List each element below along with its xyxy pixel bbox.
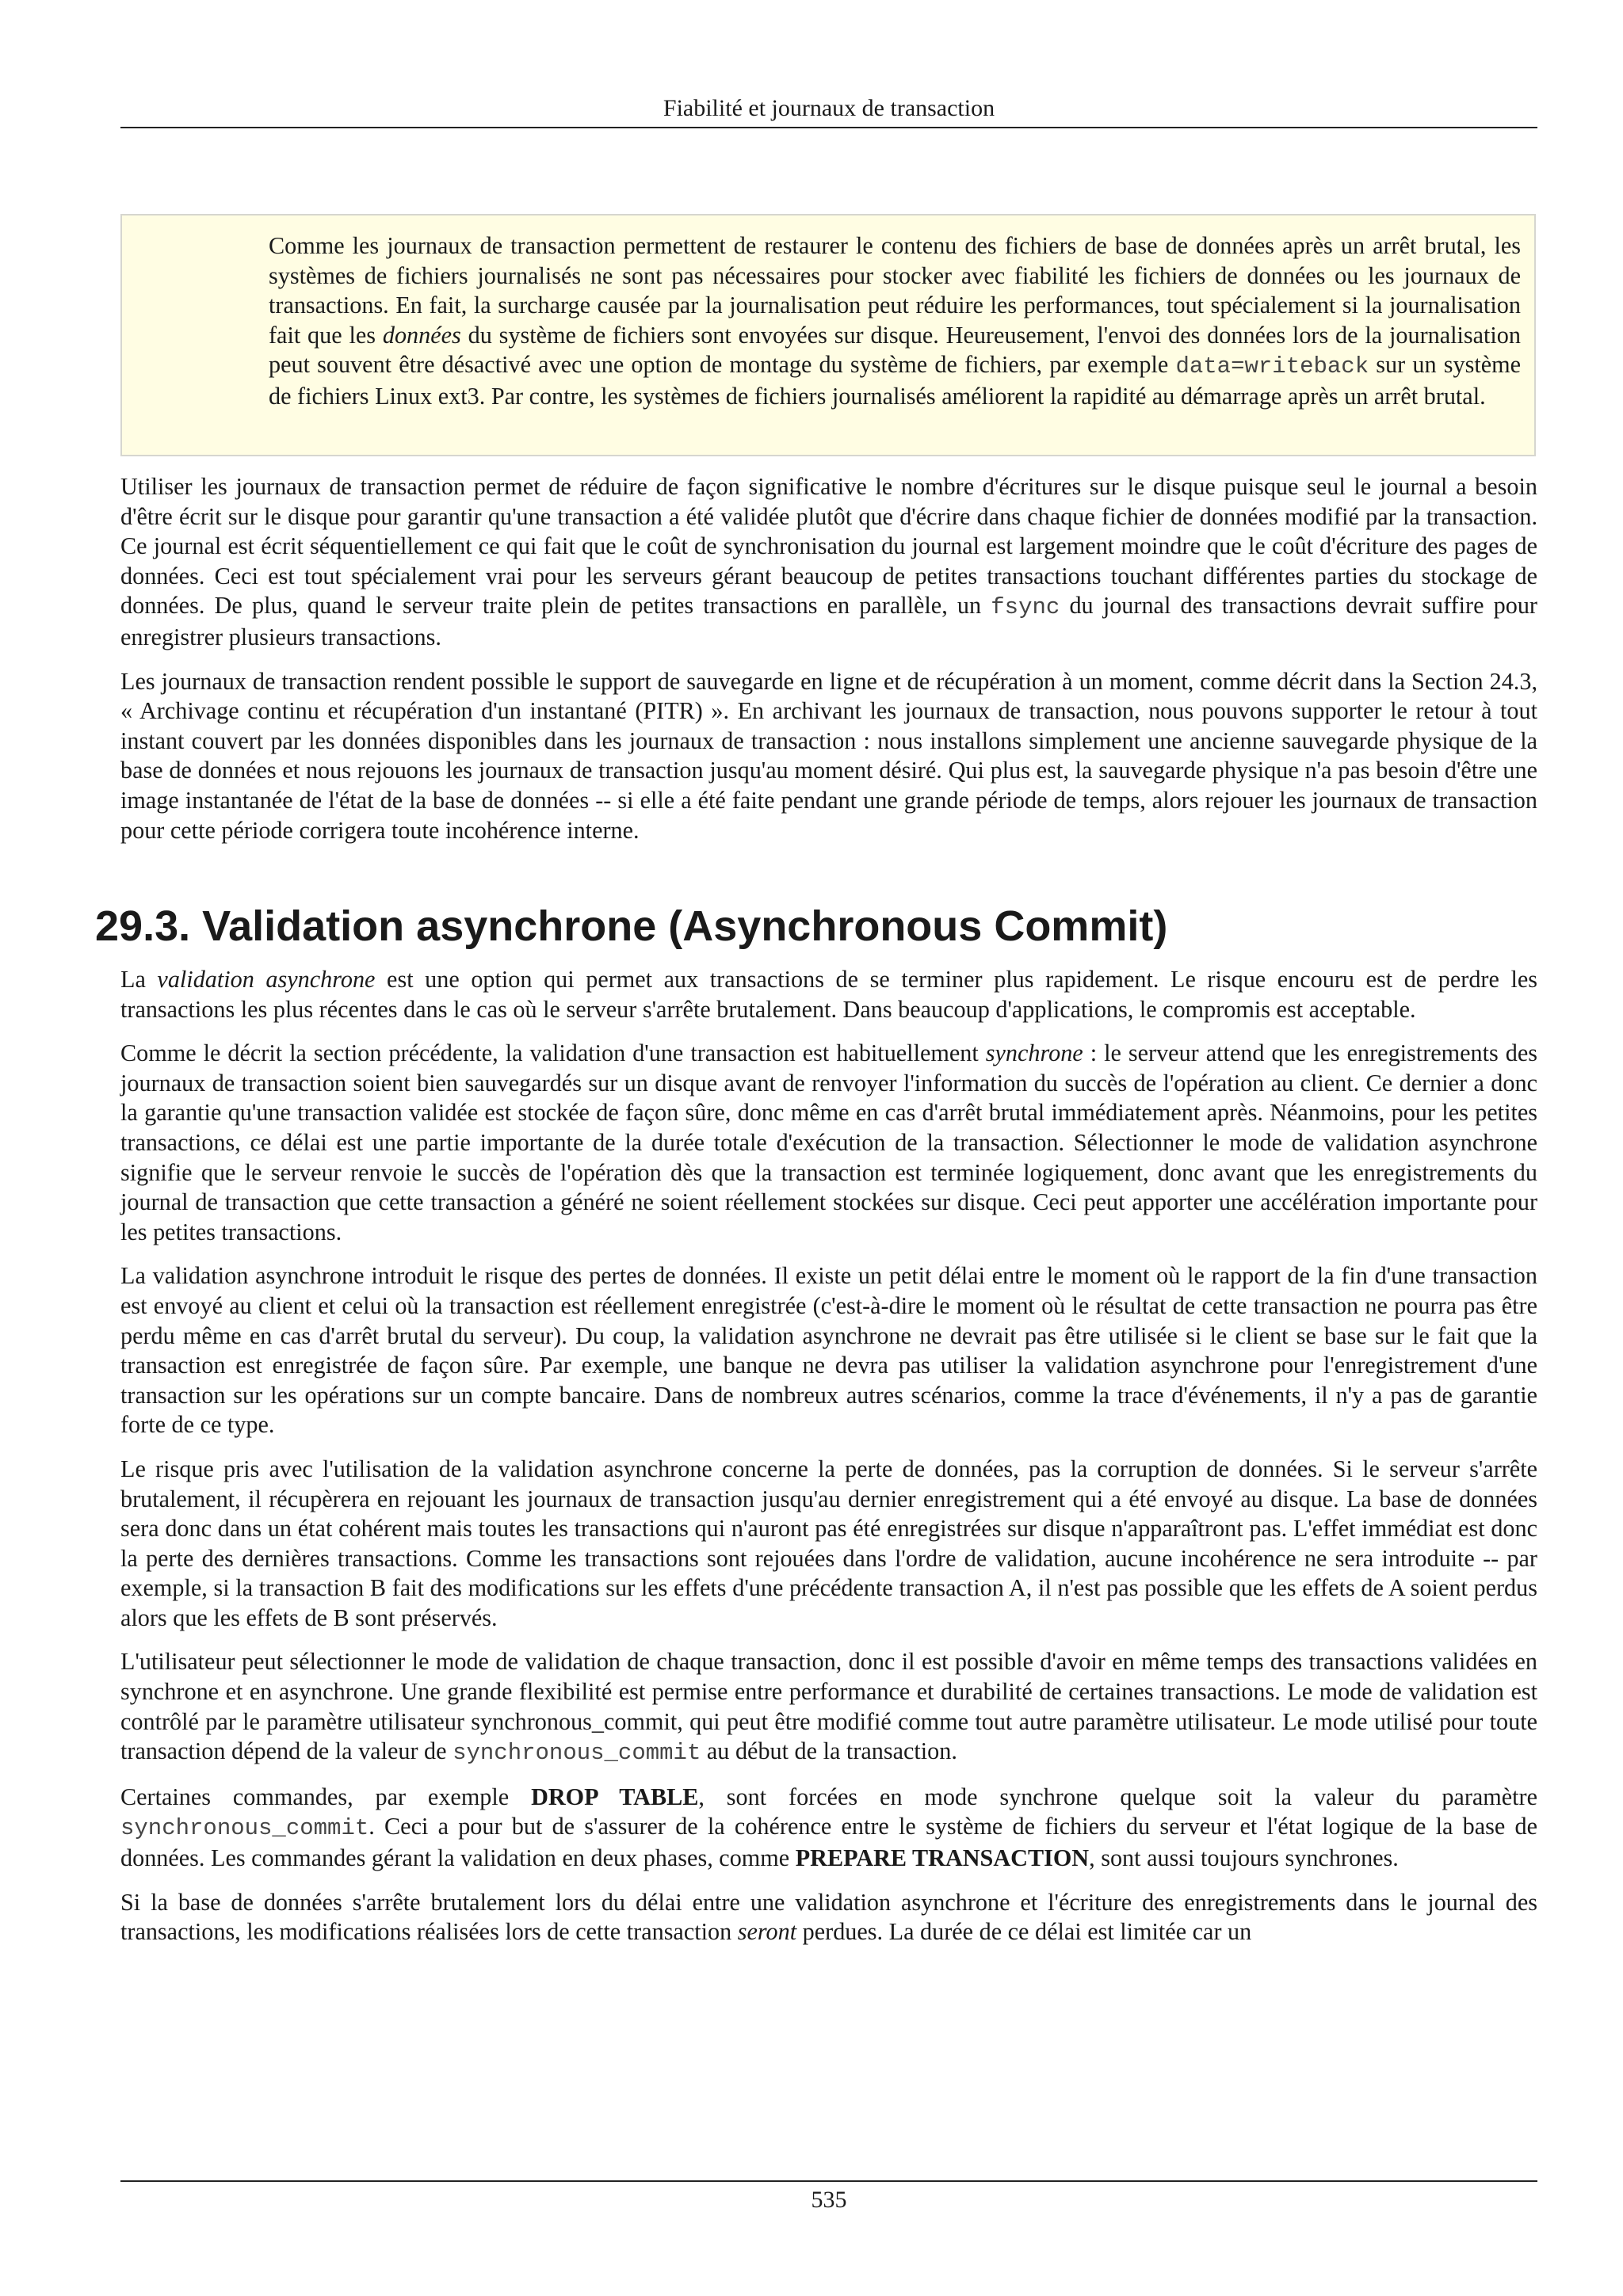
note-text-part: Comme les journaux de transaction permettent de restaurer le contenu des fichiers de base de données après un arrêt brutal, les systèmes de fichiers journalisés ne sont pas nécessaires pour stocker avec fiabilité les fichiers de données ou les journaux de transactions. En fait, la surcharge causée par la journalisation peut réduire les performances, tout spécialement si la journalisation fait que les: [269, 232, 1521, 349]
text-run: perdues. La durée de ce délai est limitée car un: [796, 1918, 1252, 1946]
inline-code: synchronous_commit: [453, 1740, 701, 1767]
text-run: Certaines commandes, par exemple: [120, 1783, 532, 1810]
paragraph: Les journaux de transaction rendent possible le support de sauvegarde en ligne et de récupération à un moment, comme décrit dans la Section 24.3, « Archivage continu et récupération d'un instantané (PITR) ». En archivant les journaux de transaction, nous pouvons supporter le retour à tout instant couvert par les données disponibles dans les journaux de transaction : nous installons simplement une ancienne sauvegarde physique de la base de données et nous rejouons les journaux de transaction jusqu'au moment désiré. Qui plus est, la sauvegarde physique n'a pas besoin d'être une image instantanée de l'état de la base de données -- si elle a été faite pendant une grande période de temps, alors rejouer les journaux de transaction pour cette période corrigera toute incohérence interne.: [120, 667, 1537, 844]
emphasis: validation asynchrone: [157, 966, 376, 993]
note-emphasis: données: [382, 321, 461, 349]
section-title: 29.3. Validation asynchrone (Asynchronous Commit): [95, 902, 1168, 950]
command-name: PREPARE TRANSACTION: [795, 1844, 1090, 1872]
paragraph: [120, 472, 1537, 653]
note-text: [269, 231, 1521, 412]
command-name: DROP TABLE: [531, 1783, 699, 1810]
note-code: data=writeback: [1175, 353, 1369, 380]
page-number: 535: [811, 2187, 847, 2213]
running-header: Fiabilité et journaux de transaction: [663, 95, 995, 121]
text-run: L'utilisateur peut sélectionner le mode de validation de chaque transaction, donc il est possible d'avoir en même temps des transactions validées en synchrone et en asynchrone. Une grande flexibilité est permise entre performance et durabilité de certaines transactions. Le mode de validation est contrôlé par le paramètre utilisateur synchronous_commit, qui peut être modifié comme tout autre paramètre utilisateur. Le mode utilisé pour toute transaction dépend de la valeur de: [120, 1648, 1537, 1765]
text-run: , sont aussi toujours synchrones.: [1089, 1844, 1399, 1872]
text-run: est une option qui permet aux transactions de se terminer plus rapidement. Le risque encouru est de perdre les transactions les plus récentes dans le cas où le serveur s'arrête brutalement. Dans beaucoup d'applications, le compromis est acceptable.: [120, 966, 1537, 1023]
header-rule: [120, 127, 1537, 128]
text-run: La: [120, 966, 158, 993]
paragraph: La validation asynchrone introduit le risque des pertes de données. Il existe un petit délai entre le moment où le rapport de la fin d'une transaction est envoyé au client et celui où la transaction est réellement enregistrée (c'est-à-dire le moment où le résultat de cette transaction ne pourra pas être perdu même en cas d'arrêt brutal du serveur). Du coup, la validation asynchrone ne devrait pas être utilisée si le client se base sur le fait que la transaction est enregistrée de façon sûre. Par exemple, une banque ne devra pas utiliser la validation asynchrone pour l'enregistrement d'une transaction sur les opérations sur un compte bancaire. Dans de nombreux autres scénarios, comme la trace d'événements, il n'y a pas de garantie forte de ce type.: [120, 1262, 1537, 1439]
text-run: Comme le décrit la section précédente, la validation d'une transaction est habituellement: [120, 1039, 986, 1067]
footer-rule: [120, 2180, 1537, 2182]
paragraph: [120, 1647, 1537, 1768]
intro-text: [120, 472, 1537, 860]
note-text-part: sur un système de fichiers Linux ext3. Par contre, les systèmes de fichiers journalisés améliorent la rapidité au démarrage après un arrêt brutal.: [269, 351, 1522, 410]
note-box: [120, 214, 1536, 456]
text-run: . Ceci a pour but de s'assurer de la cohérence entre le système de fichiers du serveur et l'état logique de la base de données. Les commandes gérant la validation en deux phases, comme: [120, 1813, 1537, 1872]
emphasis: synchrone: [985, 1039, 1083, 1067]
paragraph: [120, 1039, 1537, 1247]
text-run: Utiliser les journaux de transaction permet de réduire de façon significative le nombre d'écritures sur le disque puisque seul le journal a besoin d'être écrit sur le disque pour garantir qu'une transaction a été validée plutôt que d'écrire dans chaque fichier de données modifié par la transaction. Ce journal est écrit séquentiellement ce qui fait que le coût de synchronisation du journal est largement moindre que le coût d'écriture des pages de données. Ceci est tout spécialement vrai pour les serveurs gérant beaucoup de petites transactions touchant différentes parties du stockage de données. De plus, quand le serveur traite plein de petites transactions en parallèle, un: [120, 473, 1537, 620]
text-run: au début de la transaction.: [701, 1737, 957, 1765]
paragraph: [120, 1888, 1537, 1947]
paragraph: [120, 1783, 1537, 1874]
inline-code: synchronous_commit: [120, 1815, 369, 1842]
text-run: , sont forcées en mode synchrone quelque soit la valeur du paramètre: [698, 1783, 1537, 1810]
inline-code: fsync: [991, 594, 1060, 621]
emphasis: seront: [737, 1918, 797, 1946]
section-text: [120, 965, 1537, 1962]
text-run: Si la base de données s'arrête brutalement lors du délai entre une validation asynchrone et l'écriture des enregistrements dans le journal des transactions, les modifications réalisées lors de cette transaction: [120, 1888, 1537, 1946]
text-run: du journal des transactions devrait suffire pour enregistrer plusieurs transactions.: [120, 592, 1537, 650]
paragraph: [120, 965, 1537, 1024]
paragraph: Le risque pris avec l'utilisation de la validation asynchrone concerne la perte de données, pas la corruption de données. Si le serveur s'arrête brutalement, il récupèrera en rejouant les journaux de transaction jusqu'au dernier enregistrement qui a été envoyé au disque. La base de données sera donc dans un état cohérent mais toutes les transactions qui n'auront pas été enregistrées sur disque n'apparaîtront pas. L'effet immédiat est donc la perte des dernières transactions. Comme les transactions sont rejouées dans l'ordre de validation, aucune incohérence ne sera introduite -- par exemple, si la transaction B fait des modifications sur les effets d'une précédente transaction A, il n'est pas possible que les effets de A soient perdus alors que les effets de B sont préservés.: [120, 1455, 1537, 1631]
text-run: : le serveur attend que les enregistrements des journaux de transaction soient bien sauvegardés sur un disque avant de renvoyer l'information du succès de l'opération au client. Ce dernier a donc la garantie qu'une transaction validée est stockée de façon sûre, donc même en cas d'arrêt brutal immédiatement après. Néanmoins, pour les petites transactions, ce délai est une partie importante de la durée totale d'exécution de la transaction. Sélectionner le mode de validation asynchrone signifie que le serveur renvoie le succès de l'opération dès que la transaction est terminée logiquement, donc avant que les enregistrements du journal de transaction que cette transaction a généré ne soient réellement stockées sur disque. Ceci peut apporter une accélération importante pour les petites transactions.: [120, 1039, 1537, 1245]
note-text-part: du système de fichiers sont envoyées sur disque. Heureusement, l'envoi des données lors de la journalisation peut souvent être désactivé avec une option de montage du système de fichiers, par exemple: [269, 321, 1521, 379]
